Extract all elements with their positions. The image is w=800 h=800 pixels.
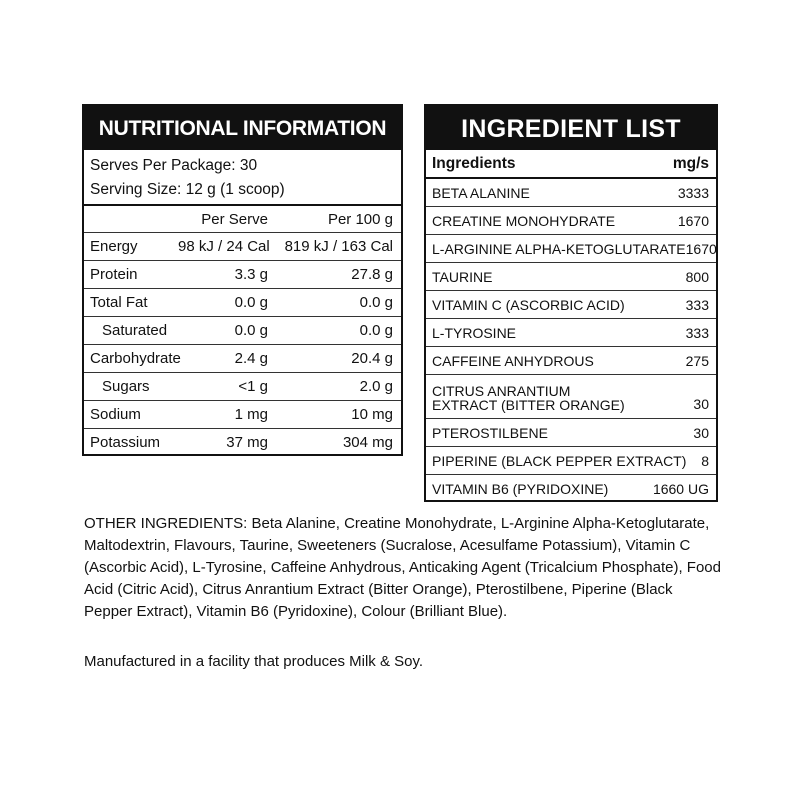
per-serve-value: 98 kJ / 24 Cal: [178, 238, 270, 255]
ingredient-amount: 30: [693, 425, 709, 441]
ingredient-title: INGREDIENT LIST: [426, 106, 716, 150]
serves-per-package: Serves Per Package: 30: [90, 157, 258, 174]
per-serve-value: 37 mg: [226, 434, 268, 451]
ingredient-name: CAFFEINE ANHYDROUS: [432, 353, 594, 369]
ingredient-amount: 333: [685, 325, 709, 341]
per-100g-value: 0.0 g: [359, 322, 393, 339]
per-serve-value: <1 g: [238, 378, 268, 395]
nutrition-row: [84, 345, 401, 373]
ingredient-amount: 333: [685, 297, 709, 313]
ingredient-name: VITAMIN C (ASCORBIC ACID): [432, 297, 625, 313]
ingredient-name: CREATINE MONOHYDRATE: [432, 213, 616, 229]
per-serve-value: 3.3 g: [234, 266, 268, 283]
per-serve-header: Per Serve: [201, 211, 268, 228]
per-100g-value: 10 mg: [351, 406, 393, 423]
nutrient-name: Sugars: [102, 378, 150, 395]
ingredient-name: L-TYROSINE: [432, 325, 517, 341]
ingredient-amount: 30: [693, 396, 709, 412]
per-100g-value: 0.0 g: [359, 294, 393, 311]
nutrition-row: [84, 429, 401, 457]
allergen-note: Manufactured in a facility that produces Milk & Soy.: [84, 653, 424, 670]
ingredient-name: PTEROSTILBENE: [432, 425, 548, 441]
ingredient-row: [426, 263, 716, 291]
nutrition-header-row: [84, 206, 401, 233]
per-serve-value: 0.0 g: [234, 322, 268, 339]
serving-size: Serving Size: 12 g (1 scoop): [90, 181, 285, 198]
per-100g-value: 819 kJ / 163 Cal: [284, 238, 393, 255]
ingredient-row: [426, 419, 716, 447]
ingredient-amount: 1670: [685, 241, 717, 257]
nutrition-row: [84, 233, 401, 261]
per-100g-value: 2.0 g: [359, 378, 393, 395]
ingredient-row: [426, 375, 716, 419]
nutrition-row: [84, 373, 401, 401]
nutrient-col-header: [90, 206, 178, 233]
ingredient-row: [426, 207, 716, 235]
nutrient-name: Protein: [90, 266, 138, 283]
other-ingredients-text: OTHER INGREDIENTS: Beta Alanine, Creatine Monohydrate, L-Arginine Alpha-Ketoglutarate, Maltodextrin, Flavours, Taurine, Sweeteners (Sucralose, Acesulfame Potassium), Vitamin C (Ascorbic Acid), L-Tyrosine, Caffeine Anhydrous, Anticaking Agent (Tricalcium Phosphate), Food Acid (Citric Acid), Citrus Anrantium Extract (Bitter Orange), Pterostilbene, Piperine (Black Pepper Extract), Vitamin B6 (Pyridoxine), Colour (Brilliant Blue).: [84, 515, 721, 620]
nutrition-title: NUTRITIONAL INFORMATION: [84, 106, 401, 150]
ingredient-name: PIPERINE (BLACK PEPPER EXTRACT): [432, 453, 687, 469]
nutrient-name: Saturated: [102, 322, 168, 339]
ingredient-amount: 275: [685, 353, 709, 369]
ingredient-panel: [424, 104, 718, 502]
nutrient-name: Potassium: [90, 434, 161, 451]
ingredient-header-row: [426, 150, 716, 179]
per-100g-value: 27.8 g: [351, 266, 393, 283]
nutrient-name: Sodium: [90, 406, 141, 423]
nutrient-name: Energy: [90, 238, 138, 255]
ingredient-name: BETA ALANINE: [432, 185, 530, 201]
ingredient-name: L-ARGININE ALPHA-KETOGLUTARATE: [432, 241, 686, 257]
per-100g-header: Per 100 g: [327, 211, 393, 228]
nutrition-row: [84, 317, 401, 345]
ingredient-row: [426, 179, 716, 207]
nutrition-row: [84, 261, 401, 289]
ingredient-amount-header: mg/s: [672, 155, 709, 172]
ingredient-amount: 3333: [677, 185, 709, 201]
ingredient-amount: 1670: [677, 213, 709, 229]
ingredient-row: [426, 319, 716, 347]
nutrition-table: [84, 206, 401, 457]
nutrition-panel: [82, 104, 403, 456]
ingredient-name-header: Ingredients: [432, 155, 516, 172]
serving-info: [84, 150, 401, 206]
ingredient-name: VITAMIN B6 (PYRIDOXINE): [432, 481, 609, 497]
per-100g-value: 304 mg: [342, 434, 393, 451]
nutrition-row: [84, 289, 401, 317]
nutrient-name: Carbohydrate: [90, 350, 181, 367]
nutrient-name: Total Fat: [90, 294, 148, 311]
ingredient-amount: 1660 UG: [652, 481, 709, 497]
ingredient-name: TAURINE: [432, 269, 493, 285]
ingredient-row: [426, 447, 716, 475]
per-serve-value: 0.0 g: [234, 294, 268, 311]
ingredient-amount: 8: [701, 453, 709, 469]
ingredient-table: [426, 150, 716, 503]
ingredient-row: [426, 347, 716, 375]
ingredient-row: [426, 291, 716, 319]
per-serve-value: 2.4 g: [234, 350, 268, 367]
ingredient-amount: 800: [685, 269, 709, 285]
ingredient-name: CITRUS ANRANTIUM EXTRACT (BITTER ORANGE): [432, 383, 625, 413]
per-serve-value: 1 mg: [234, 406, 268, 423]
per-100g-value: 20.4 g: [351, 350, 393, 367]
ingredient-row: [426, 235, 716, 263]
ingredient-row: [426, 475, 716, 503]
nutrition-row: [84, 401, 401, 429]
